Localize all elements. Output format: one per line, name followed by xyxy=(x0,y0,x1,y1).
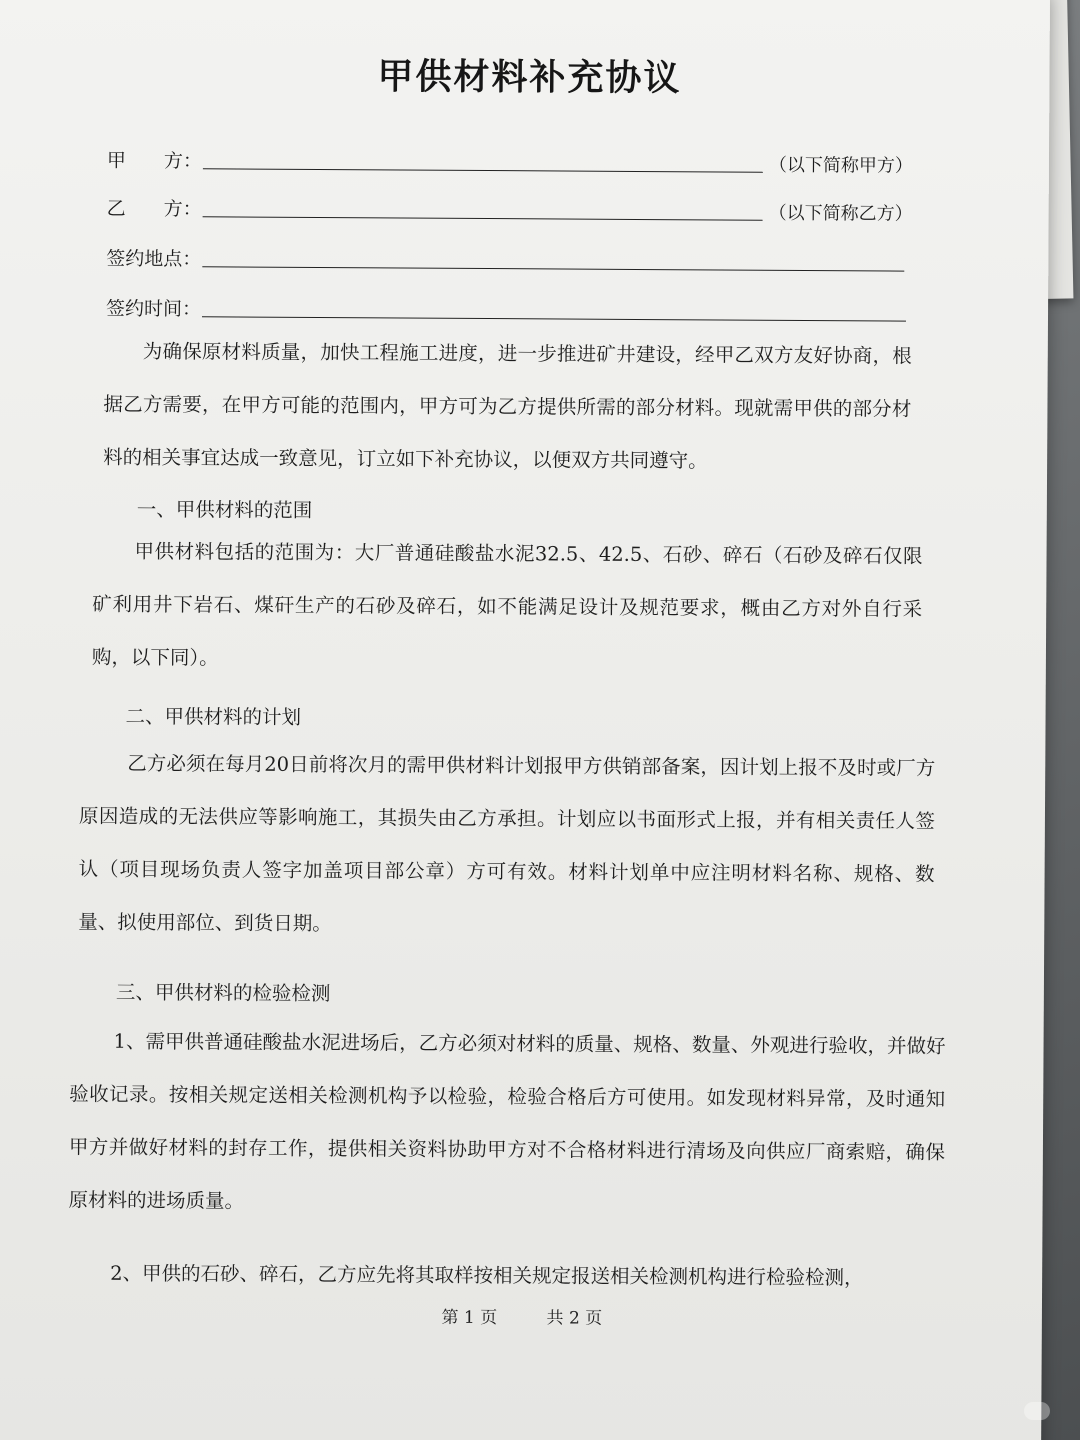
section-3-body: 1、需甲供普通硅酸盐水泥进场后，乙方必须对材料的质量、规格、数量、外观进行验收，并做好验收记录。按相关规定送相关检测机构予以检验，检验合格后方可使用。如发现材料异常，及时通知甲方并做好材料的封存工作，提供相关资料协助甲方对不合格材料进行清场及向供应厂商索赔，确保原材料的进场质量。 xyxy=(68,1029,946,1213)
section-1-heading: 一、甲供材料的范围 xyxy=(136,497,313,522)
intro-paragraph: 为确保原材料质量，加快工程施工进度，进一步推进矿井建设，经甲乙双方友好协商，根据乙方需要，在甲方可能的范围内，甲方可为乙方提供所需的部分材料。现就需甲供的部分材料的相关事宜达成一致意见，订立如下补充协议，以便双方共同遵守。 xyxy=(103,339,912,473)
watermark-icon xyxy=(1024,1402,1050,1420)
party-b-label: 乙 方： xyxy=(106,197,202,221)
sign-place-label: 签约地点： xyxy=(106,247,202,271)
section-3-heading: 三、甲供材料的检验检测 xyxy=(115,980,331,1006)
page-number: 第 1 页 xyxy=(441,1307,498,1329)
section-1-body: 甲供材料包括的范围为：大厂普通硅酸盐水泥32.5、42.5、石砂、碎石（石砂及碎石仅限矿利用井下岩石、煤矸生产的石砂及碎石，如不能满足设计及规范要求，概由乙方对外自行采购，以下同）。 xyxy=(91,539,923,670)
page-footer xyxy=(0,1300,1062,1332)
section-3-item-2: 2、甲供的石砂、碎石，乙方应先将其取样按相关规定报送相关检测机构进行检验检测， xyxy=(110,1261,864,1290)
sign-place-blank xyxy=(202,244,904,271)
sign-time-blank xyxy=(202,294,906,321)
sign-place-field xyxy=(106,239,910,276)
section-2-body: 乙方必须在每月20日前将次月的需甲供材料计划报甲方供销部备案，因计划上报不及时或厂方原因造成的无法供应等影响施工，其损失由乙方承担。计划应以书面形式上报，并有相关责任人签认（项目现场负责人签字加盖项目部公章）方可有效。材料计划单中应注明材料名称、规格、数量、拟使用部位、到货日期。 xyxy=(78,751,936,936)
sign-time-field xyxy=(106,289,912,326)
party-a-label: 甲 方： xyxy=(106,149,203,173)
party-a-field xyxy=(107,141,913,178)
section-2-heading: 二、甲供材料的计划 xyxy=(125,704,302,729)
document-title: 甲供材料补充协议 xyxy=(377,55,682,100)
party-b-blank xyxy=(203,194,763,220)
sign-time-label: 签约时间： xyxy=(105,297,202,321)
page-total: 共 2 页 xyxy=(546,1308,603,1329)
party-b-suffix: （以下简称乙方） xyxy=(768,202,913,225)
party-b-field xyxy=(107,189,913,226)
party-a-blank xyxy=(203,146,763,172)
party-a-suffix: （以下简称甲方） xyxy=(768,154,913,177)
